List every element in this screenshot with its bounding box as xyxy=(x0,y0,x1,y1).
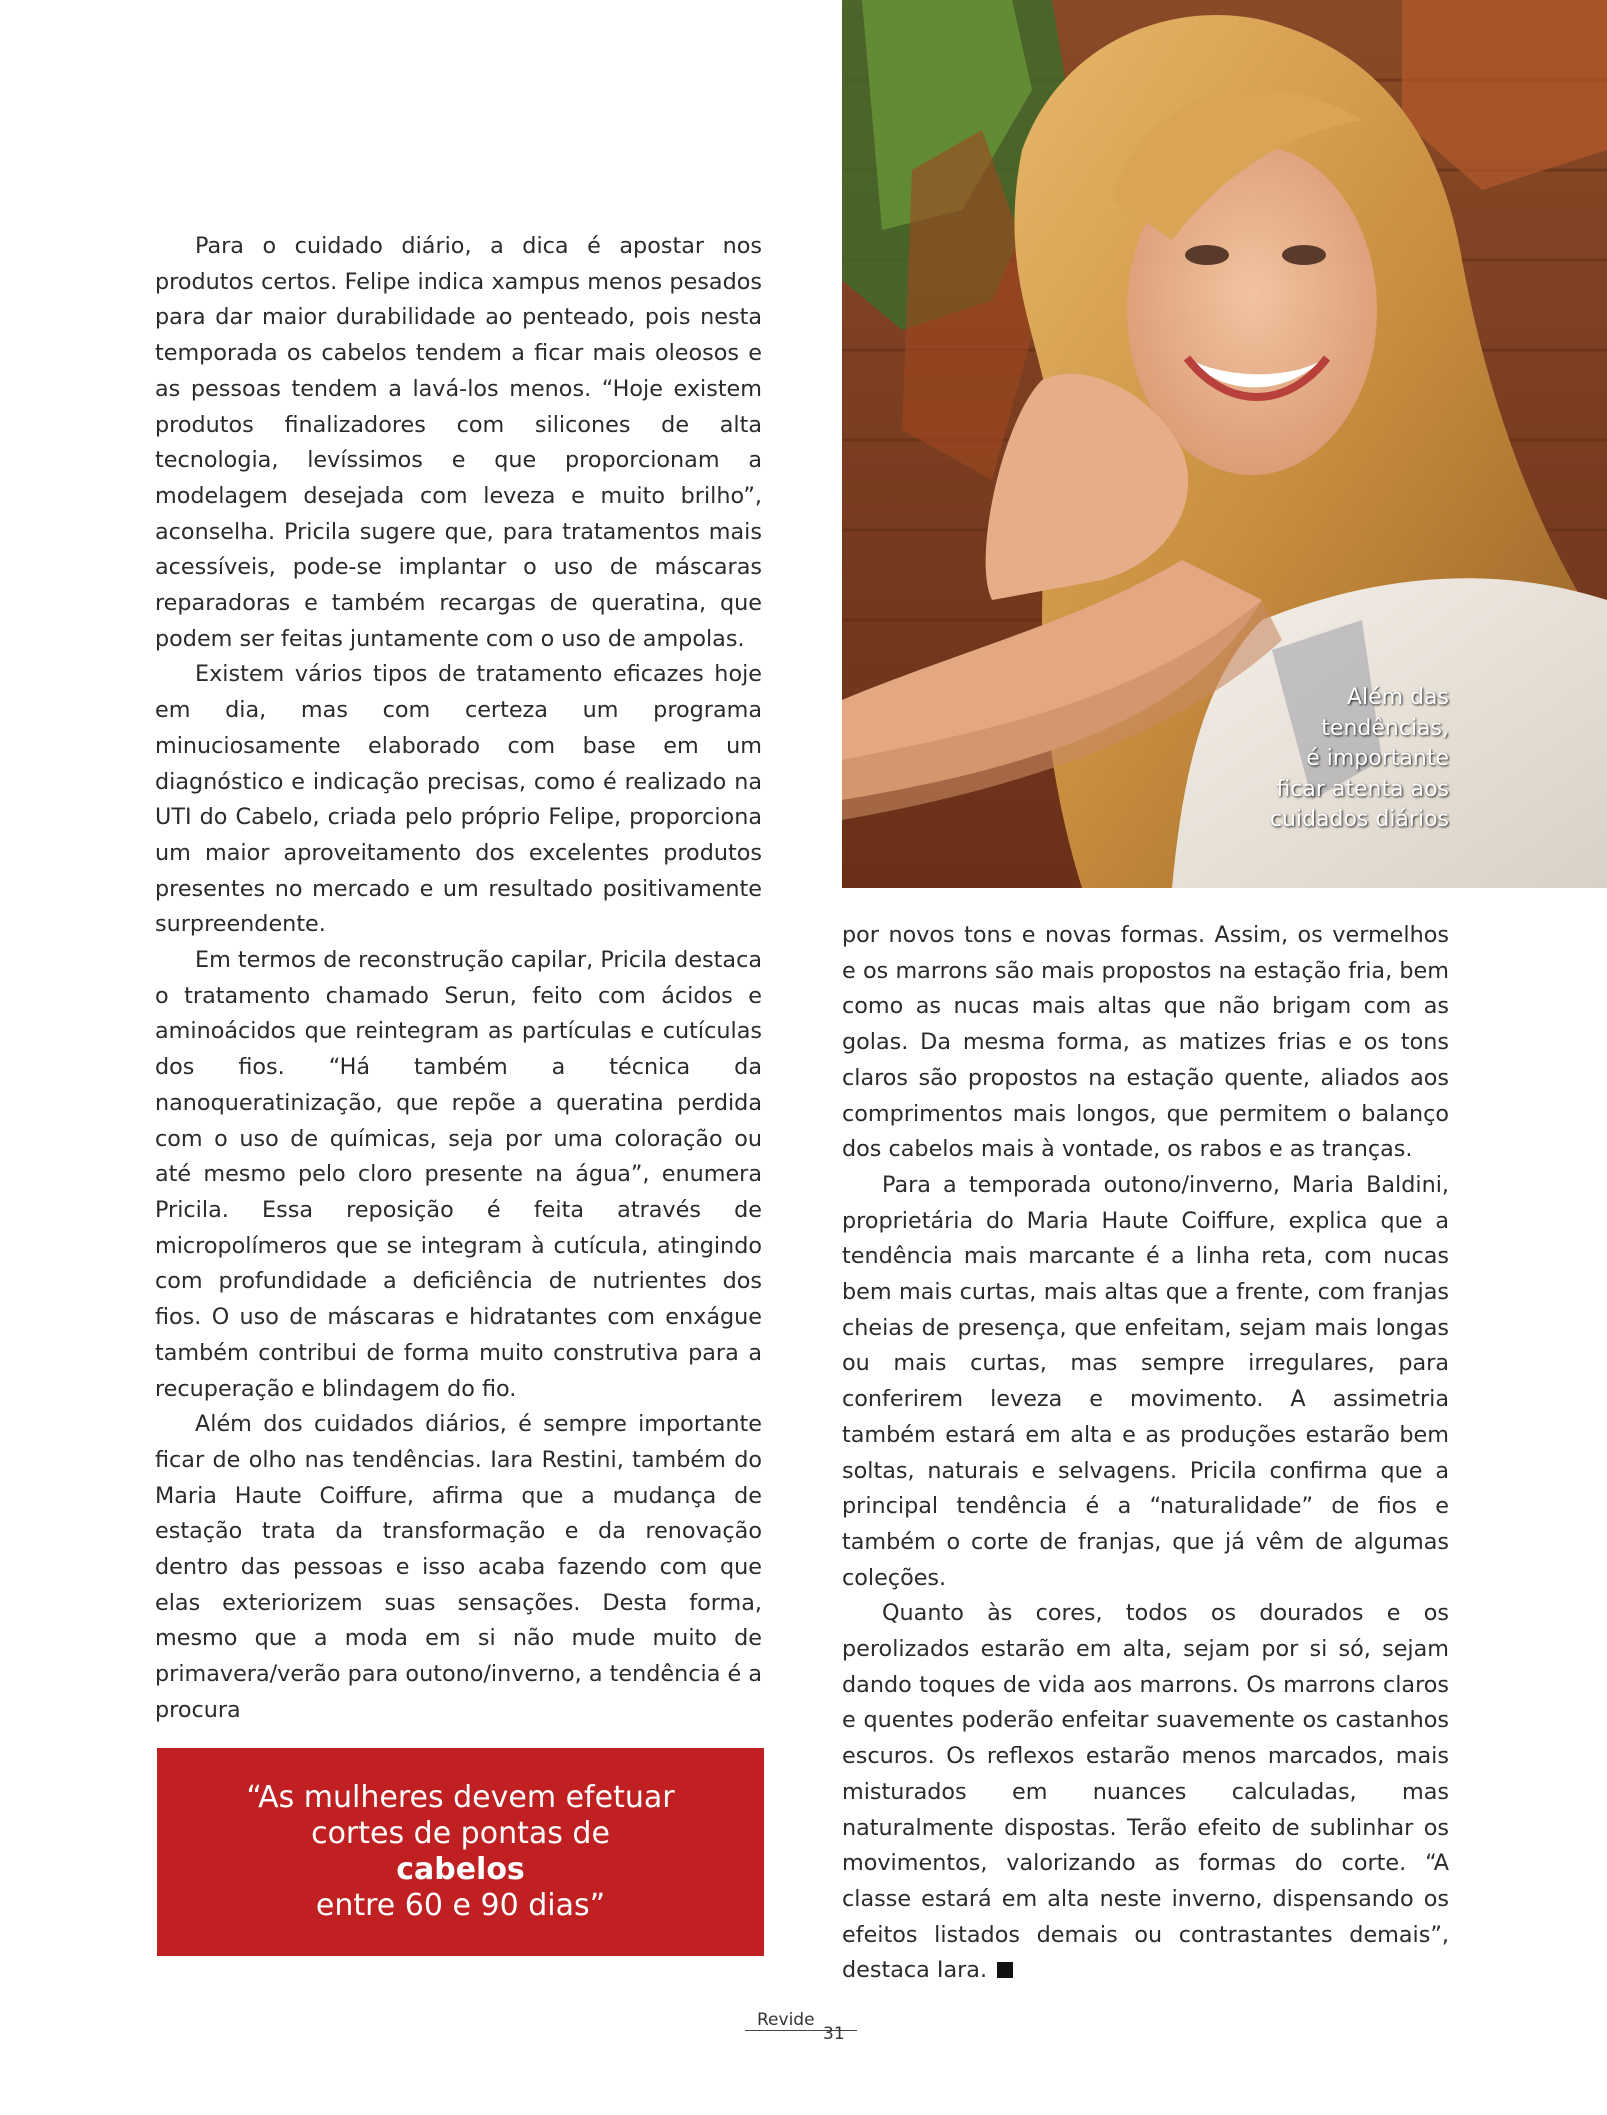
body-paragraph: Em termos de reconstrução capilar, Pricila destaca o tratamento chamado Serun, feito com ácidos e aminoácidos que reintegram as partículas e cutículas dos fios. “Há também a técnica da nanoqueratinização, que repõe a queratina perdida com o uso de químicas, seja por uma coloração ou até mesmo pelo cloro presente na água”, enumera Pricila. Essa reposição é feita através de micropolímeros que se integram à cutícula, atingindo com profundidade a deficiência de nutrientes dos fios. O uso de máscaras e hidratantes com enxágue também contribui de forma muito construtiva para a recuperação e blindagem do fio. xyxy=(155,947,762,1402)
caption-line: ficar atenta aos xyxy=(1276,776,1449,802)
article-right-column xyxy=(842,918,1449,1989)
pull-quote xyxy=(157,1748,764,1956)
pull-quote-line: cortes de pontas de xyxy=(311,1816,610,1851)
caption-line: Além das xyxy=(1346,685,1449,710)
photo-caption xyxy=(1149,683,1449,836)
pull-quote-emphasis: cabelos xyxy=(396,1852,525,1887)
body-paragraph: por novos tons e novas formas. Assim, os vermelhos e os marrons são mais propostos na estação fria, bem como as nucas mais altas que não brigam com as golas. Da mesma forma, as matizes frias e os tons claros são propostos na estação quente, aliados aos comprimentos mais longos, que permitem o balanço dos cabelos mais à vontade, os rabos e as tranças. xyxy=(842,922,1449,1163)
body-paragraph: Além dos cuidados diários, é sempre importante ficar de olho nas tendências. Iara Restini, também do Maria Haute Coiffure, afirma que a mudança de estação trata da transformação e da renovação dentro das pessoas e isso acaba fazendo com que elas exteriorizem suas sensações. Desta forma, mesmo que a moda em si não mude muito de primavera/verão para outono/inverno, a tendência é a procura xyxy=(155,1411,762,1723)
body-paragraph xyxy=(842,1596,1449,1989)
caption-line: é importante xyxy=(1306,746,1449,771)
body-paragraph: Existem vários tipos de tratamento eficazes hoje em dia, mas com certeza um programa minuciosamente elaborado com base em um diagnóstico e indicação precisas, como é realizado na UTI do Cabelo, criada pelo próprio Felipe, proporciona um maior aproveitamento dos excelentes produtos presentes no mercado e um resultado positivamente surpreendente. xyxy=(155,661,762,938)
pull-quote-line-rest: entre 60 e 90 dias” xyxy=(315,1888,606,1923)
body-paragraph: Para a temporada outono/inverno, Maria Baldini, proprietária do Maria Haute Coiffure, explica que a tendência mais marcante é a linha reta, com nucas bem mais curtas, mais altas que a frente, com franjas cheias de presença, que enfeitam, sejam mais longas ou mais curtas, mas sempre irregulares, para conferirem leveza e movimento. A assimetria também estará em alta e as produções estarão bem soltas, naturais e selvagens. Pricila confirma que a principal tendência é a “naturalidade” de fios e também o corte de franjas, que já vêm de algumas coleções. xyxy=(842,1171,1449,1591)
caption-line: cuidados diários xyxy=(1269,807,1449,832)
page-number: 31 xyxy=(823,2024,845,2044)
article-left-column xyxy=(155,229,762,1729)
pull-quote-line xyxy=(316,1852,605,1924)
page-folio xyxy=(745,2010,857,2054)
pull-quote-line: “As mulheres devem efetuar xyxy=(246,1780,675,1815)
body-paragraph-text: Quanto às cores, todos os dourados e os perolizados estarão em alta, sejam por si só, sejam dando toques de vida aos marrons. Os marrons claros e quentes poderão enfeitar suavemente os castanhos escuros. Os reflexos estarão menos marcados, mais misturados em nuances calculadas, mas naturalmente dispostas. Terão efeito de sublinhar os movimentos, valorizando as formas do corte. “A classe estará em alta neste inverno, dispensando os efeitos listados demais ou contrastantes demais”, destaca Iara. xyxy=(842,1600,1449,1984)
end-of-article-mark xyxy=(997,1962,1013,1978)
caption-line: tendências, xyxy=(1321,715,1449,741)
body-paragraph: Para o cuidado diário, a dica é apostar nos produtos certos. Felipe indica xampus menos pesados para dar maior durabilidade ao penteado, pois nesta temporada os cabelos tendem a ficar mais oleosos e as pessoas tendem a lavá-los menos. “Hoje existem produtos finalizadores com silicones de alta tecnologia, levíssimos e que proporcionam a modelagem desejada com leveza e muito brilho”, aconselha. Pricila sugere que, para tratamentos mais acessíveis, pode-se implantar o uso de máscaras reparadoras e também recargas de queratina, que podem ser feitas juntamente com o uso de ampolas. xyxy=(155,233,762,652)
publication-name: Revide xyxy=(757,2010,815,2030)
